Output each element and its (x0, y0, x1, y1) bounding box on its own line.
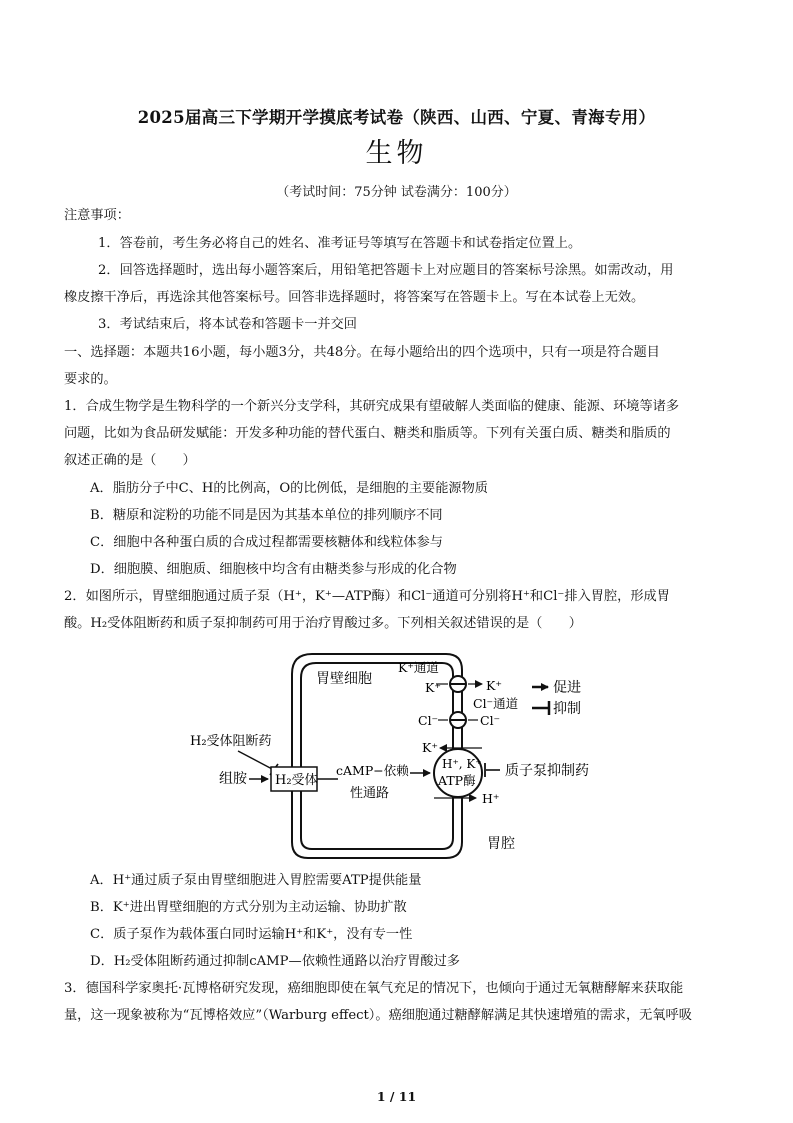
camp-label-line2: 性通路 (350, 786, 390, 801)
notice-item: 橡皮擦干净后，再选涂其他答案标号。回答非选择题时，将答案写在答题卡上。写在本试卷上无效。 (64, 290, 645, 305)
notice-heading: 注意事项： (64, 208, 130, 223)
k-channel-label: K⁺通道 (398, 660, 439, 675)
q1-option-a: A．脂肪分子中C、H的比例高，O的比例低，是细胞的主要能源物质 (90, 481, 488, 496)
q2-stem: 酸。H₂受体阻断药和质子泵抑制药可用于治疗胃酸过多。下列相关叙述错误的是（ ） (64, 616, 582, 631)
camp-label-line1: cAMP−依赖 (336, 763, 409, 778)
q2-option-a: A．H⁺通过质子泵由胃壁细胞进入胃腔需要ATP提供能量 (90, 873, 422, 888)
q2-option-b: B．K⁺进出胃壁细胞的方式分别为主动运输、协助扩散 (90, 900, 407, 915)
q3-stem: 3．德国科学家奥托·瓦博格研究发现，癌细胞即使在氧气充足的情况下，也倾向于通过无氧糖酵解来获取能 (64, 981, 684, 996)
atpase-label-line2: ATP酶 (438, 773, 476, 788)
lumen-label: 胃腔 (487, 836, 515, 852)
cl-outside-label: Cl⁻ (480, 713, 501, 728)
section-heading: 一、选择题：本题共16小题，每小题3分，共48分。在每小题给出的四个选项中，只有一项是符合题目 (64, 345, 660, 360)
atpase-label-line1: H⁺, K⁺ (442, 757, 482, 771)
notice-item: 2．回答选择题时，选出每小题答案后，用铅笔把答题卡上对应题目的答案标号涂黑。如需改动，用 (98, 263, 674, 278)
subject-title: 生物 (365, 138, 428, 169)
k-inside-label: K⁺ (425, 680, 441, 695)
exam-info: （考试时间：75分钟 试卷满分：100分） (276, 185, 517, 200)
cl-inside-label: Cl⁻ (418, 713, 439, 728)
q1-option-b: B．糖原和淀粉的功能不同是因为其基本单位的排列顺序不同 (90, 508, 443, 523)
legend-inhibit-label: 抑制 (553, 701, 581, 717)
legend-promote-label: 促进 (553, 680, 581, 696)
histamine-label: 组胺 (219, 771, 247, 787)
q2-stem: 2．如图所示，胃壁细胞通过质子泵（H⁺，K⁺—ATP酶）和Cl⁻通道可分别将H⁺和Cl⁻排入胃腔，形成胃 (64, 589, 670, 604)
q1-stem: 1．合成生物学是生物科学的一个新兴分支学科，其研究成果有望破解人类面临的健康、能源、环境等诸多 (64, 399, 680, 414)
q1-option-d: D．细胞膜、细胞质、细胞核中均含有由糖类参与形成的化合物 (90, 562, 457, 577)
page-number: 1 / 11 (376, 1089, 417, 1104)
k-pump-label: K⁺ (422, 740, 438, 755)
q1-option-c: C．细胞中各种蛋白质的合成过程都需要核糖体和线粒体参与 (90, 535, 443, 550)
h-pump-label: H⁺ (482, 791, 500, 806)
exam-title: 2025届高三下学期开学摸底考试卷（陕西、山西、宁夏、青海专用） (137, 108, 656, 127)
k-outside-label: K⁺ (486, 678, 502, 693)
q1-stem: 叙述正确的是（ ） (64, 453, 196, 468)
blocker-label: H₂受体阻断药 (190, 734, 272, 749)
notice-item: 1．答卷前，考生务必将自己的姓名、准考证号等填写在答题卡和试卷指定位置上。 (98, 236, 582, 251)
section-heading-cont: 要求的。 (64, 372, 117, 387)
ppi-label: 质子泵抑制药 (505, 763, 589, 779)
q3-stem: 量，这一现象被称为“瓦博格效应”（Warburg effect）。癌细胞通过糖酵解满足其快速增殖的需求，无氧呼吸 (64, 1008, 692, 1023)
q1-stem: 问题，比如为食品研发赋能：开发多种功能的替代蛋白、糖类和脂质等。下列有关蛋白质、糖类和脂质的 (64, 426, 671, 441)
q2-option-d: D．H₂受体阻断药通过抑制cAMP—依赖性通路以治疗胃酸过多 (90, 954, 460, 969)
q2-option-c: C．质子泵作为载体蛋白同时运输H⁺和K⁺，没有专一性 (90, 927, 413, 942)
cell-label: 胃壁细胞 (316, 671, 372, 687)
cl-channel-label: Cl⁻通道 (473, 696, 519, 711)
receptor-label: H₂受体 (275, 773, 318, 788)
notice-item: 3．考试结束后，将本试卷和答题卡一并交回 (98, 317, 357, 332)
